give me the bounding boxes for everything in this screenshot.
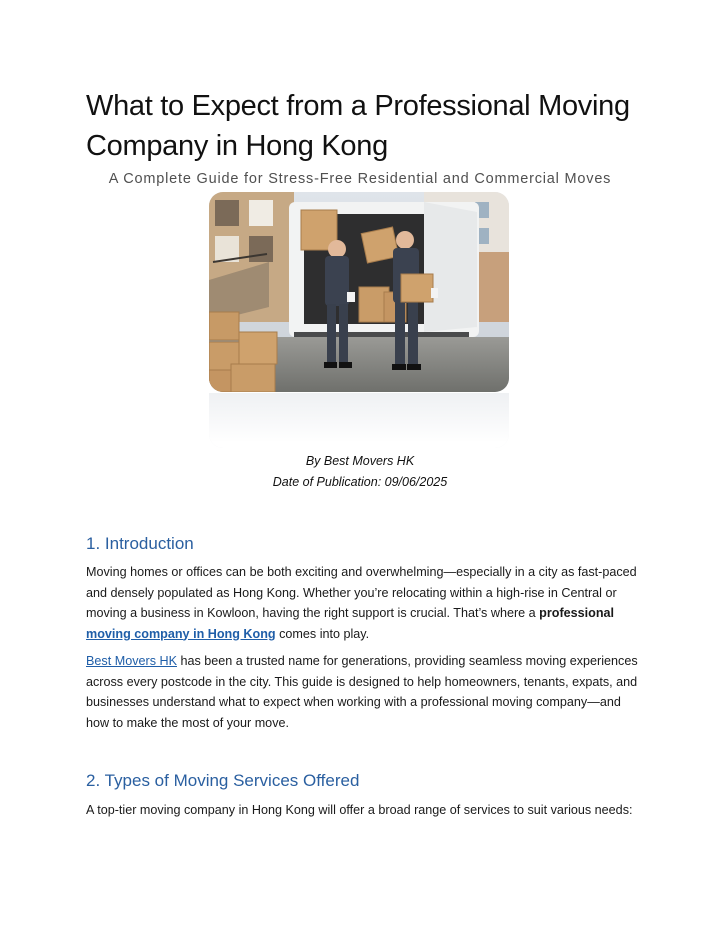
- document-subtitle: A Complete Guide for Stress-Free Residential and Commercial Moves: [108, 171, 612, 187]
- byline-author: By Best Movers HK: [305, 454, 415, 468]
- intro-paragraph-1-tail: comes into play.: [275, 626, 370, 641]
- document-title: [86, 86, 656, 166]
- intro-paragraph-2: [86, 651, 638, 733]
- moving-company-link[interactable]: moving company in Hong Kong: [86, 626, 276, 641]
- intro-paragraph-1-text: Moving homes or offices can be both exciting and overwhelming—especially in a city as fast-paced and densely populated as Hong Kong. Whether you’re relocating within a high-rise in Central or moving a business in Kowloon, having the right support is crucial. That’s where a: [86, 565, 637, 620]
- section-heading-introduction: 1. Introduction: [86, 534, 194, 553]
- byline-date: Date of Publication: 09/06/2025: [272, 475, 448, 489]
- best-movers-link[interactable]: Best Movers HK: [86, 654, 177, 668]
- intro-bold-professional: professional: [539, 606, 615, 620]
- intro-paragraph-1: [86, 562, 638, 644]
- services-paragraph-1: A top-tier moving company in Hong Kong will offer a broad range of services to suit various needs:: [86, 803, 633, 817]
- title-line-1: What to Expect from a Professional Moving: [86, 90, 630, 122]
- title-line-2: Company in Hong Kong: [86, 130, 388, 162]
- section-heading-services: 2. Types of Moving Services Offered: [86, 771, 360, 790]
- movers-photo: [209, 192, 509, 392]
- intro-paragraph-2-text: has been a trusted name for generations, providing seamless moving experiences across every postcode in the city. This guide is designed to help homeowners, tenants, expats, and businesses understand what to expect when working with a professional moving company—and how to make the most of your move.: [86, 654, 638, 730]
- photo-reflection: [209, 393, 509, 448]
